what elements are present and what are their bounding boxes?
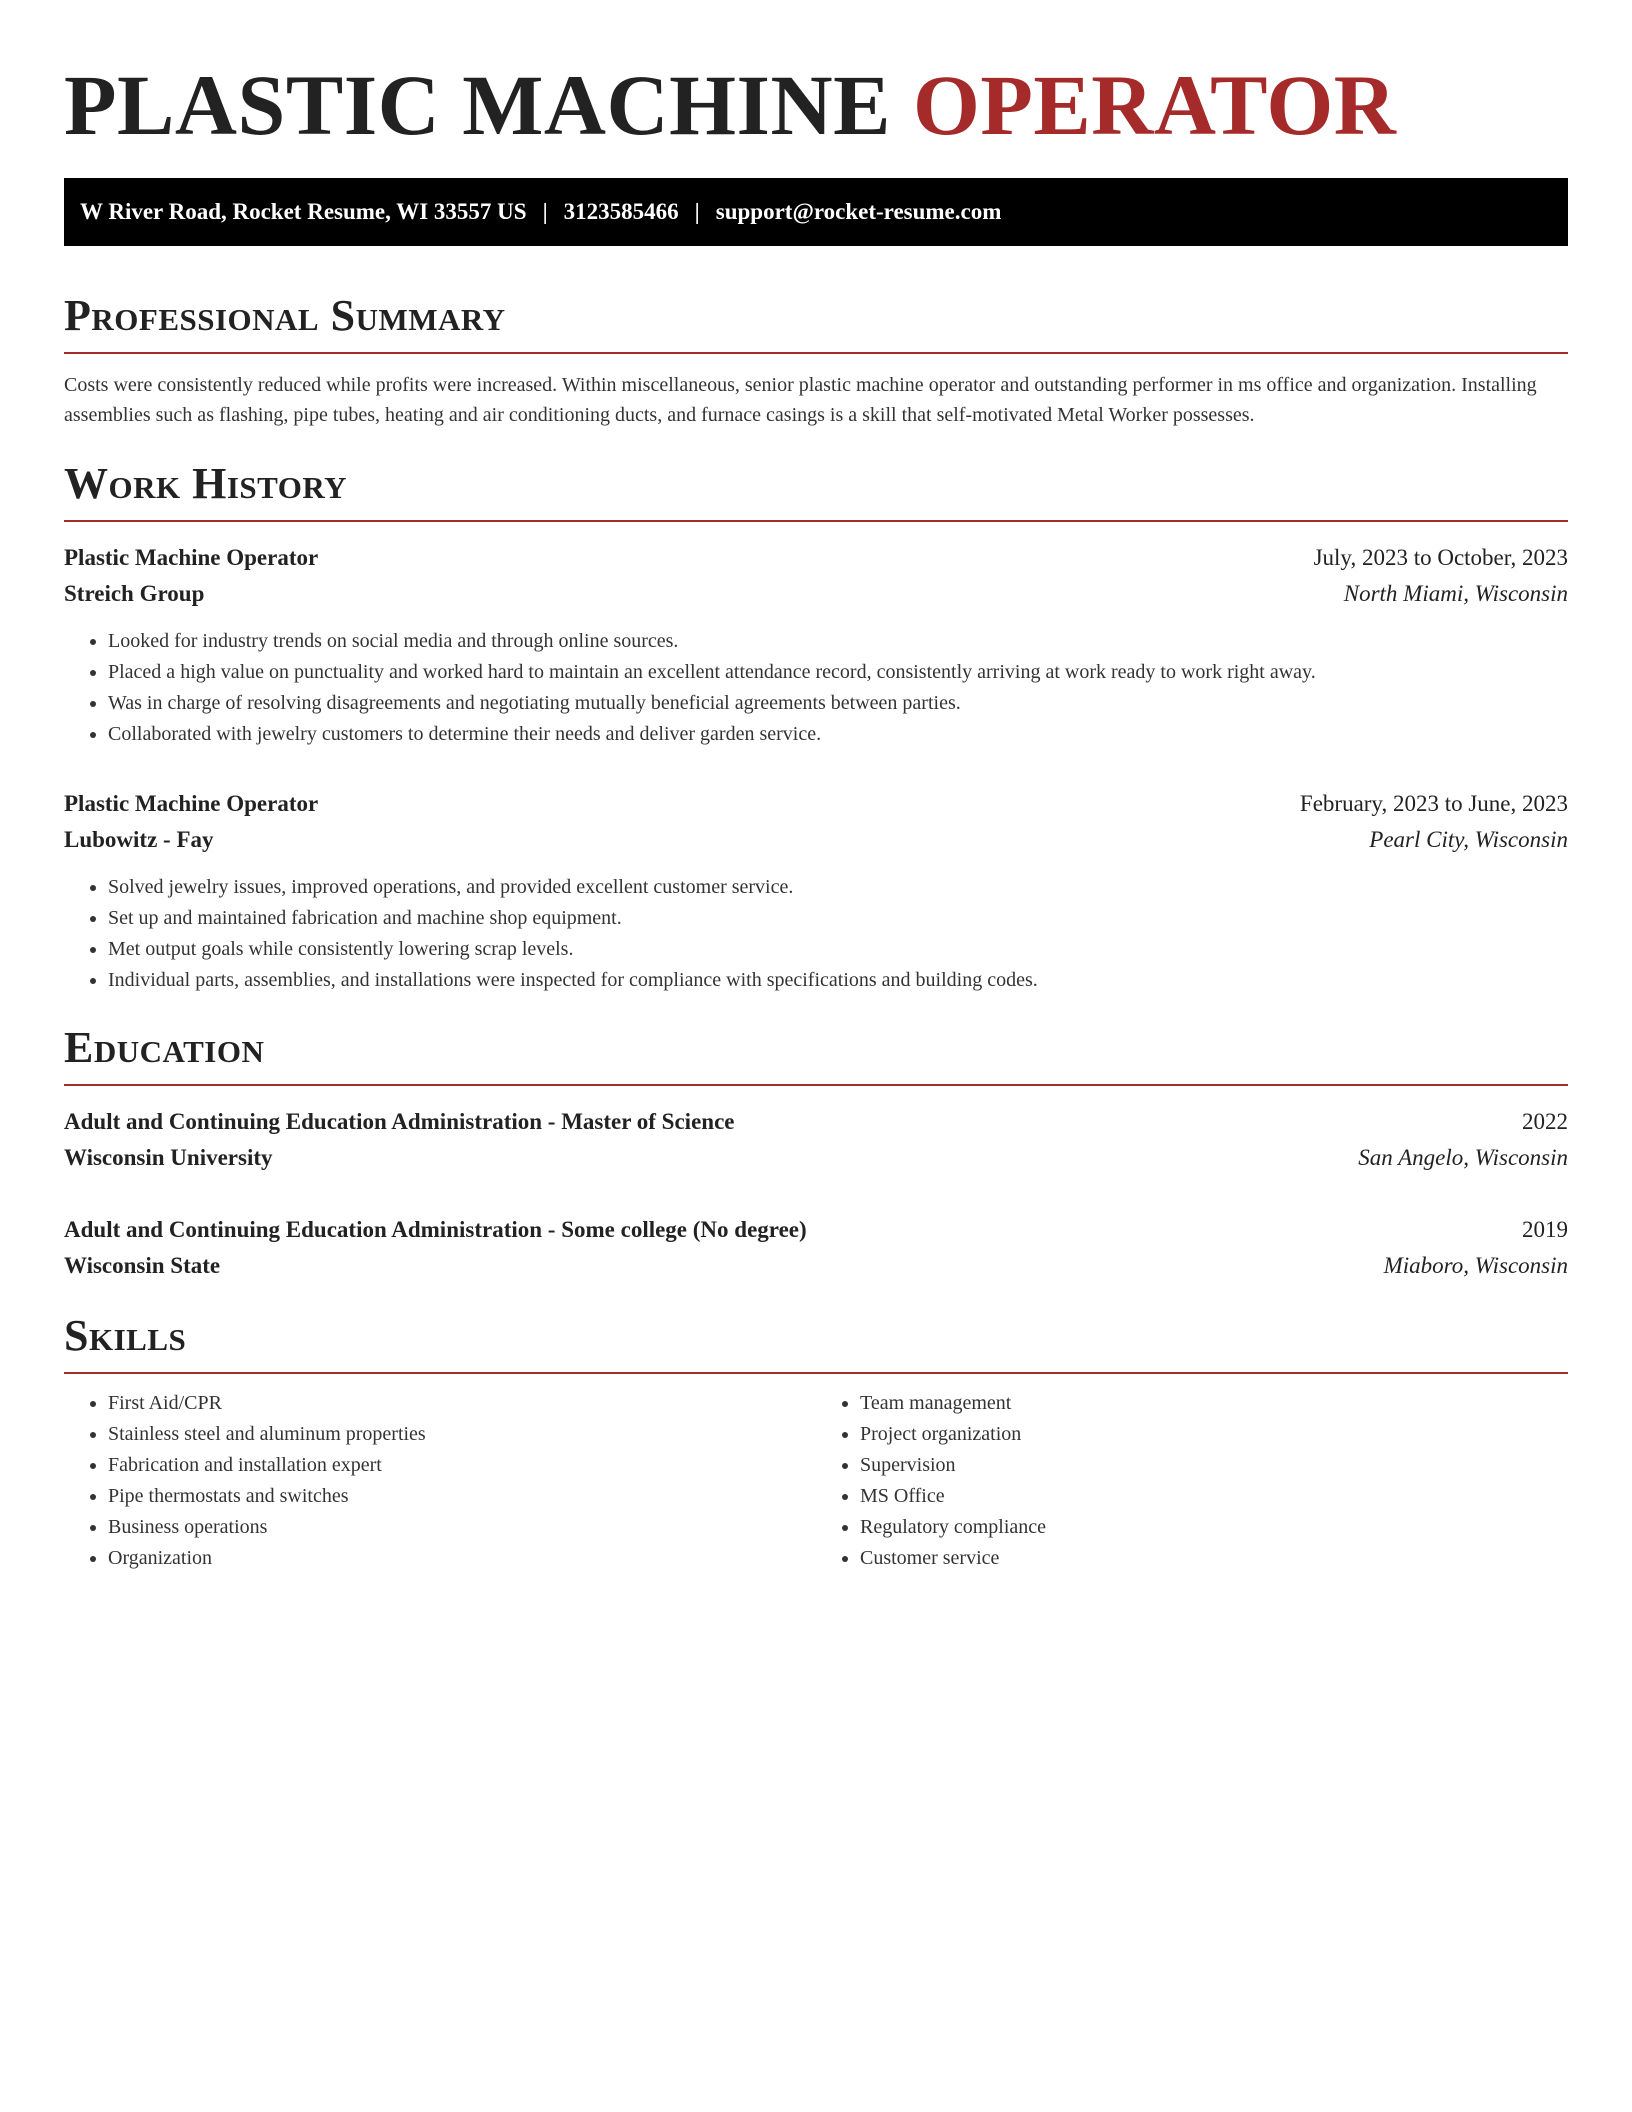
section-divider	[64, 520, 1568, 522]
summary-title: Professional Summary	[64, 291, 506, 340]
job-dates: July, 2023 to October, 2023	[1313, 545, 1568, 570]
contact-bar	[64, 178, 1568, 246]
skill-item: • Team management	[860, 1388, 1568, 1419]
education-section	[64, 1023, 1568, 1284]
skill-item: • Stainless steel and aluminum properties	[108, 1419, 816, 1450]
summary-text: Costs were consistently reduced while profits were increased. Within miscellaneous, senior plastic machine operator and outstanding performer in ms office and organization. Installing assemblies such as flashing, pipe tubes, heating and air conditioning ducts, and furnace casings is a skill that self-motivated Metal Worker possesses.	[64, 374, 1537, 426]
list-item: • Placed a high value on punctuality and worked hard to maintain an excellent attendance record, consistently arriving at work ready to work right away.	[108, 657, 1568, 688]
list-item: • Was in charge of resolving disagreements and negotiating mutually beneficial agreements between parties.	[108, 688, 1568, 719]
contact-address: W River Road, Rocket Resume, WI 33557 US	[80, 199, 527, 224]
contact-separator: |	[694, 199, 700, 224]
skill-item: • Project organization	[860, 1419, 1568, 1450]
list-item: • Looked for industry trends on social media and through online sources.	[108, 626, 1568, 657]
contact-email: support@rocket-resume.com	[715, 199, 1002, 224]
education-degree: Adult and Continuing Education Administration - Some college (No degree)	[64, 1217, 807, 1242]
skills-section	[64, 1311, 1568, 1574]
job-entry	[64, 540, 1568, 750]
skill-item: • Business operations	[108, 1512, 816, 1543]
job-dates: February, 2023 to June, 2023	[1299, 791, 1568, 816]
skill-item: • MS Office	[860, 1481, 1568, 1512]
contact-separator: |	[542, 199, 548, 224]
education-degree: Adult and Continuing Education Administration - Master of Science	[64, 1109, 735, 1134]
contact-phone: 3123585466	[563, 199, 679, 224]
section-divider	[64, 1372, 1568, 1374]
list-item: • Set up and maintained fabrication and machine shop equipment.	[108, 903, 1568, 934]
work-history-title: Work History	[64, 459, 348, 508]
job-entry	[64, 786, 1568, 996]
education-school: Wisconsin University	[64, 1145, 273, 1170]
skills-title: Skills	[64, 1311, 187, 1360]
education-year: 2022	[1522, 1109, 1568, 1134]
work-history-section	[64, 459, 1568, 996]
skill-item: • Organization	[108, 1543, 816, 1574]
list-item: • Solved jewelry issues, improved operations, and provided excellent customer service.	[108, 872, 1568, 903]
job-role: Plastic Machine Operator	[64, 791, 319, 816]
education-title: Education	[64, 1023, 265, 1072]
job-company: Streich Group	[64, 581, 205, 606]
list-item: • Met output goals while consistently lowering scrap levels.	[108, 934, 1568, 965]
name-accent: OPERATOR	[912, 57, 1397, 153]
list-item: • Collaborated with jewelry customers to determine their needs and deliver garden service.	[108, 719, 1568, 750]
job-bullets	[64, 872, 1568, 996]
education-location: San Angelo, Wisconsin	[1358, 1145, 1568, 1170]
section-divider	[64, 1084, 1568, 1086]
skills-grid	[64, 1388, 1568, 1574]
skill-item: • Pipe thermostats and switches	[108, 1481, 816, 1512]
education-entry	[64, 1104, 1568, 1176]
summary-section	[64, 291, 1568, 430]
skills-column-right	[816, 1388, 1568, 1574]
skills-column-left	[64, 1388, 816, 1574]
job-location: Pearl City, Wisconsin	[1369, 827, 1568, 852]
education-location: Miaboro, Wisconsin	[1383, 1253, 1568, 1278]
job-company: Lubowitz - Fay	[64, 827, 214, 852]
job-location: North Miami, Wisconsin	[1343, 581, 1568, 606]
skill-item: • Fabrication and installation expert	[108, 1450, 816, 1481]
job-role: Plastic Machine Operator	[64, 545, 319, 570]
job-bullets	[64, 626, 1568, 750]
education-entry	[64, 1212, 1568, 1284]
list-item: • Individual parts, assemblies, and installations were inspected for compliance with specifications and building codes.	[108, 965, 1568, 996]
skill-item: • Regulatory compliance	[860, 1512, 1568, 1543]
skill-item: • Customer service	[860, 1543, 1568, 1574]
name-main: PLASTIC MACHINE	[64, 57, 891, 153]
skill-item: • First Aid/CPR	[108, 1388, 816, 1419]
skill-item: • Supervision	[860, 1450, 1568, 1481]
section-divider	[64, 352, 1568, 354]
education-year: 2019	[1522, 1217, 1568, 1242]
education-school: Wisconsin State	[64, 1253, 221, 1278]
resume-name	[64, 56, 1568, 153]
